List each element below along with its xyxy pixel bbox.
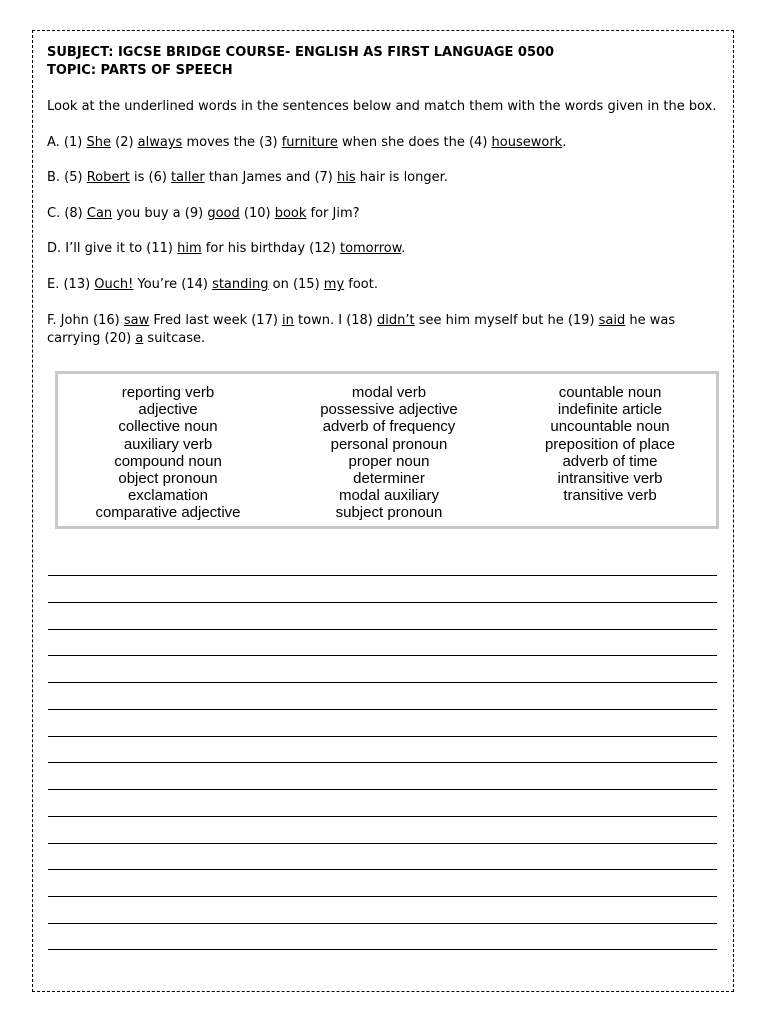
topic-line: TOPIC: PARTS OF SPEECH [47,63,233,78]
word-box-item: transitive verb [563,487,657,505]
worksheet-header [47,44,554,80]
word-box-item: reporting verb [121,384,215,401]
answer-line[interactable] [48,575,717,576]
word-box-item: modal verb [351,384,427,401]
underlined-word: Ouch! [94,277,134,292]
word-box-item: preposition of place [544,435,676,453]
word-box-item: modal auxiliary [338,487,440,505]
underlined-word: always [137,135,183,150]
word-box-column-2 [309,384,469,522]
underlined-word: book [274,206,307,221]
underlined-word: my [323,277,345,292]
word-box-item: subject pronoun [335,504,443,522]
sentence-c: C. (8) Can you buy a (9) good (10) book for Jim? [47,206,360,221]
word-box-column-1 [88,384,248,522]
word-box-item: compound noun [114,452,222,470]
word-box-item: possessive adjective [320,401,458,419]
word-box-item: comparative adjective [95,504,241,522]
underlined-word: didn’t [377,313,415,328]
sentence-d: D. I’ll give it to (11) him for his birthday (12) tomorrow. [47,241,406,256]
word-box-item: personal pronoun [330,435,448,453]
underlined-word: furniture [281,135,338,150]
word-box-item: adverb of frequency [322,418,456,436]
underlined-word: a [135,331,144,346]
word-box-item: countable noun [558,384,662,401]
word-box-item: uncountable noun [550,418,670,436]
answer-line[interactable] [48,629,717,630]
answer-line[interactable] [48,843,717,844]
answer-line[interactable] [48,762,717,763]
word-box-item: object pronoun [118,470,218,488]
answer-line[interactable] [48,602,717,603]
word-box-item: proper noun [348,452,430,470]
answer-line[interactable] [48,789,717,790]
answer-line[interactable] [48,736,717,737]
word-box-item: adverb of time [562,452,658,470]
word-box [55,371,719,529]
answer-line[interactable] [48,682,717,683]
underlined-word: good [207,206,240,221]
underlined-word: him [177,241,202,256]
underlined-word: Robert [86,170,130,185]
underlined-word: tomorrow [339,241,402,256]
subject-line: SUBJECT: IGCSE BRIDGE COURSE- ENGLISH AS FIRST LANGUAGE 0500 [47,45,555,60]
underlined-word: Can [86,206,113,221]
sentence-f: F. John (16) saw Fred last week (17) in town. I (18) didn’t see him myself but he (19) said he was carrying (20) a suitcase. [47,313,676,346]
answer-line[interactable] [48,816,717,817]
worksheet-page [32,30,734,992]
word-box-column-3 [530,384,690,504]
word-box-item: auxiliary verb [123,435,213,453]
underlined-word: in [282,313,294,328]
answer-line[interactable] [48,869,717,870]
answer-line[interactable] [48,655,717,656]
word-box-item: indefinite article [557,401,663,419]
sentence-e: E. (13) Ouch! You’re (14) standing on (15) my foot. [47,277,378,292]
underlined-word: taller [171,170,205,185]
sentence-a: A. (1) She (2) always moves the (3) furniture when she does the (4) housework. [47,135,567,150]
instructions: Look at the underlined words in the sentences below and match them with the words given in the box. [47,99,717,114]
underlined-word: standing [212,277,269,292]
underlined-word: said [598,313,626,328]
word-box-item: intransitive verb [557,470,663,488]
underlined-word: housework [491,135,563,150]
underlined-word: his [337,170,356,185]
word-box-item: collective noun [118,418,218,436]
underlined-word: saw [123,313,150,328]
answer-line[interactable] [48,923,717,924]
sentence-b: B. (5) Robert is (6) taller than James and (7) his hair is longer. [47,170,448,185]
word-box-item: adjective [138,401,198,419]
word-box-item: exclamation [127,487,209,505]
underlined-word: She [86,135,111,150]
answer-line[interactable] [48,709,717,710]
answer-line[interactable] [48,896,717,897]
answer-line[interactable] [48,949,717,950]
word-box-item: determiner [353,470,425,488]
